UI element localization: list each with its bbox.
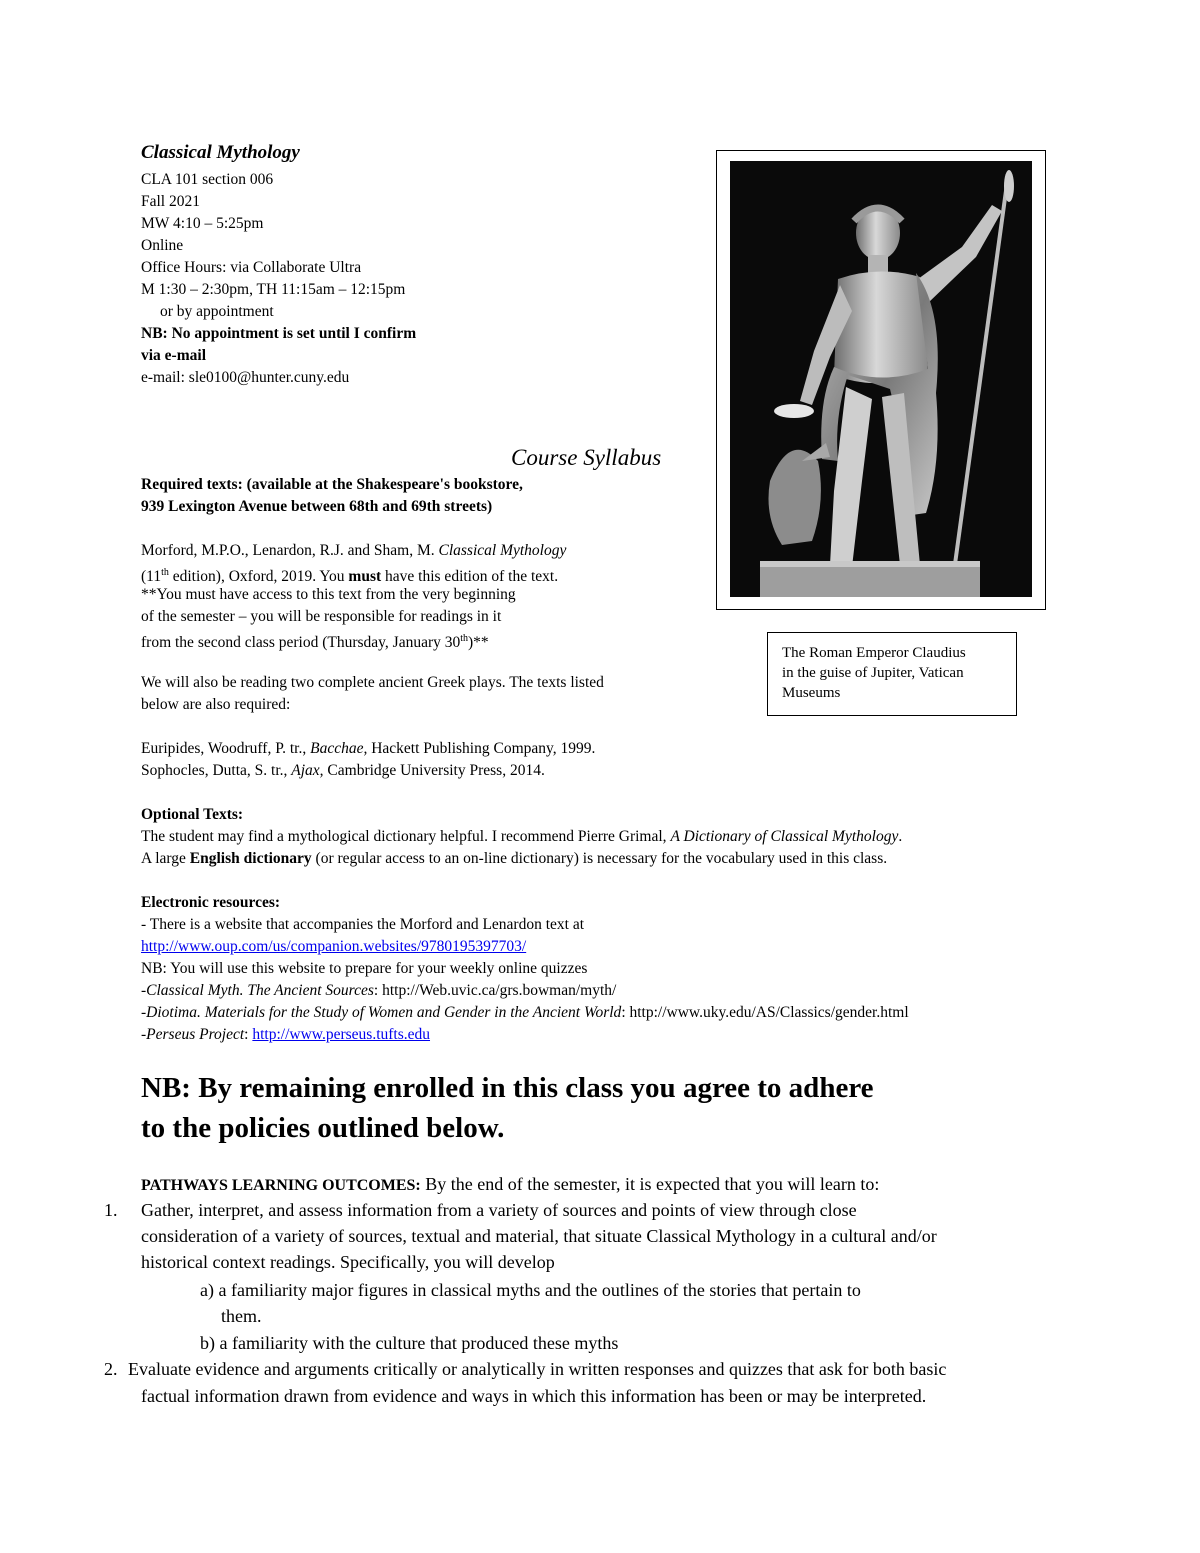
play-bacchae-publisher: Hackett Publishing Company, 1999.: [367, 740, 596, 757]
outcomes-intro: [141, 1171, 879, 1199]
quiz-note: NB: You will use this website to prepare for your weekly online quizzes: [141, 960, 588, 977]
play-ajax: [141, 760, 545, 782]
resource-diotima: [141, 1002, 909, 1024]
textbook-authors: Morford, M.P.O., Lenardon, R.J. and Sham, M.: [141, 542, 439, 559]
course-code: CLA 101 section 006: [141, 171, 274, 188]
required-texts-line-1: Required texts: (available at the Shakespeare's bookstore,: [141, 476, 523, 493]
resource-perseus: [141, 1024, 430, 1046]
appointment-note-2: via e-mail: [141, 347, 206, 364]
resource-perseus-sep: :: [244, 1026, 253, 1043]
optional-line-1-end: .: [898, 828, 903, 845]
email-line: [141, 367, 349, 389]
optional-line-2-a: A large: [141, 850, 190, 867]
policy-notice-line-2: to the policies outlined below.: [141, 1112, 505, 1144]
outcome-1-line-3: historical context readings. Specifically, you will develop: [141, 1252, 555, 1272]
statue-image-frame: [716, 150, 1046, 610]
plays-note-1: We will also be reading two complete ancient Greek plays. The texts listed: [141, 674, 604, 691]
resource-diotima-title: -Diotima. Materials for the Study of Women and Gender in the Ancient World: [141, 1004, 622, 1021]
outcome-1-line-2: consideration of a variety of sources, textual and material, that situate Classical Mythology in a cultural and/or: [141, 1226, 937, 1246]
caption-line-3: Museums: [782, 685, 841, 701]
perseus-link[interactable]: http://www.perseus.tufts.edu: [252, 1026, 431, 1043]
resource-classical-myth-title: -Classical Myth. The Ancient Sources: [141, 982, 374, 999]
play-ajax-publisher: Cambridge University Press, 2014.: [323, 762, 545, 779]
access-note-3-b: )**: [468, 634, 489, 652]
outcome-1a-line-2: them.: [221, 1306, 262, 1326]
electronic-resources-heading: Electronic resources:: [141, 894, 281, 911]
access-note-3-sup: th: [460, 633, 469, 644]
access-note-3-a: from the second class period (Thursday, January 30: [141, 634, 461, 652]
office-times: M 1:30 – 2:30pm, TH 11:15am – 12:15pm: [141, 281, 406, 298]
email-label: e-mail:: [141, 369, 189, 386]
outcome-1a-line-1: a) a familiarity major figures in classical myths and the outlines of the stories that pertain to: [200, 1280, 861, 1300]
image-caption: [767, 632, 1017, 716]
edition-open: (11: [141, 568, 162, 586]
edition-rest: edition), Oxford, 2019. You: [168, 568, 349, 586]
by-appointment: or by appointment: [160, 303, 274, 320]
outcome-2-line-2: factual information drawn from evidence and ways in which this information has been or may be interpreted.: [141, 1386, 927, 1406]
office-hours: Office Hours: via Collaborate Ultra: [141, 259, 362, 276]
resource-classical-myth-url: : http://Web.uvic.ca/grs.bowman/myth/: [373, 982, 617, 999]
resource-classical-myth: [141, 980, 616, 1002]
play-ajax-author: Sophocles, Dutta, S. tr.,: [141, 762, 292, 779]
dictionary-title: A Dictionary of Classical Mythology: [670, 828, 899, 845]
optional-line-2-b: (or regular access to an on-line dictionary) is necessary for the vocabulary used in this class.: [311, 850, 888, 867]
outcome-1-line-1: Gather, interpret, and assess information from a variety of sources and points of view through close: [141, 1200, 857, 1220]
plays-note-2: below are also required:: [141, 696, 291, 713]
edition-end: have this edition of the text.: [381, 568, 559, 586]
textbook-title: Classical Mythology: [438, 542, 567, 559]
optional-texts-line-1: [141, 826, 902, 848]
play-bacchae-title: Bacchae,: [310, 740, 368, 757]
statue-illustration: [730, 161, 1032, 597]
caption-line-2: in the guise of Jupiter, Vatican: [782, 665, 964, 681]
edition-sup: th: [161, 567, 169, 578]
claudius-statue-photo: [730, 161, 1032, 597]
class-schedule: MW 4:10 – 5:25pm: [141, 215, 264, 232]
outcomes-heading: PATHWAYS LEARNING OUTCOMES:: [141, 1177, 421, 1194]
policy-notice-line-1: NB: By remaining enrolled in this class you agree to adhere: [141, 1072, 874, 1104]
class-mode: Online: [141, 237, 184, 254]
play-bacchae: [141, 738, 595, 760]
resource-diotima-url: : http://www.uky.edu/AS/Classics/gender.html: [621, 1004, 909, 1021]
caption-line-1: The Roman Emperor Claudius: [782, 645, 966, 661]
textbook-citation: [141, 540, 566, 562]
optional-line-1-text: The student may find a mythological dictionary helpful. I recommend Pierre Grimal,: [141, 828, 671, 845]
outcomes-intro-text: By the end of the semester, it is expected that you will learn to:: [420, 1174, 880, 1194]
outcome-2-number: 2.: [104, 1359, 118, 1379]
optional-texts-line-2: [141, 848, 887, 870]
course-title: Classical Mythology: [141, 142, 300, 163]
optional-line-2-bold: English dictionary: [189, 850, 312, 867]
edition-must: must: [348, 568, 382, 586]
access-note-3: [141, 628, 489, 654]
access-note-2: of the semester – you will be responsible for readings in it: [141, 608, 502, 625]
companion-website-link[interactable]: http://www.oup.com/us/companion.websites/9780195397703/: [141, 938, 527, 955]
play-bacchae-author: Euripides, Woodruff, P. tr.,: [141, 740, 311, 757]
appointment-note-1: NB: No appointment is set until I confirm: [141, 325, 417, 342]
outcome-1-number: 1.: [104, 1200, 118, 1220]
outcome-1b: b) a familiarity with the culture that produced these myths: [200, 1333, 619, 1353]
required-texts-line-2: 939 Lexington Avenue between 68th and 69th streets): [141, 498, 493, 515]
email-address[interactable]: sle0100@hunter.cuny.edu: [188, 369, 350, 386]
access-note-1: **You must have access to this text from the very beginning: [141, 586, 516, 603]
term: Fall 2021: [141, 193, 200, 210]
optional-texts-heading: Optional Texts:: [141, 806, 244, 823]
outcome-2-line-1: Evaluate evidence and arguments critically or analytically in written responses and quizzes that ask for both basic: [128, 1359, 947, 1379]
play-ajax-title: Ajax,: [291, 762, 324, 779]
resource-perseus-title: -Perseus Project: [141, 1026, 245, 1043]
companion-website-note: - There is a website that accompanies the Morford and Lenardon text at: [141, 916, 585, 933]
syllabus-heading: Course Syllabus: [511, 445, 662, 470]
